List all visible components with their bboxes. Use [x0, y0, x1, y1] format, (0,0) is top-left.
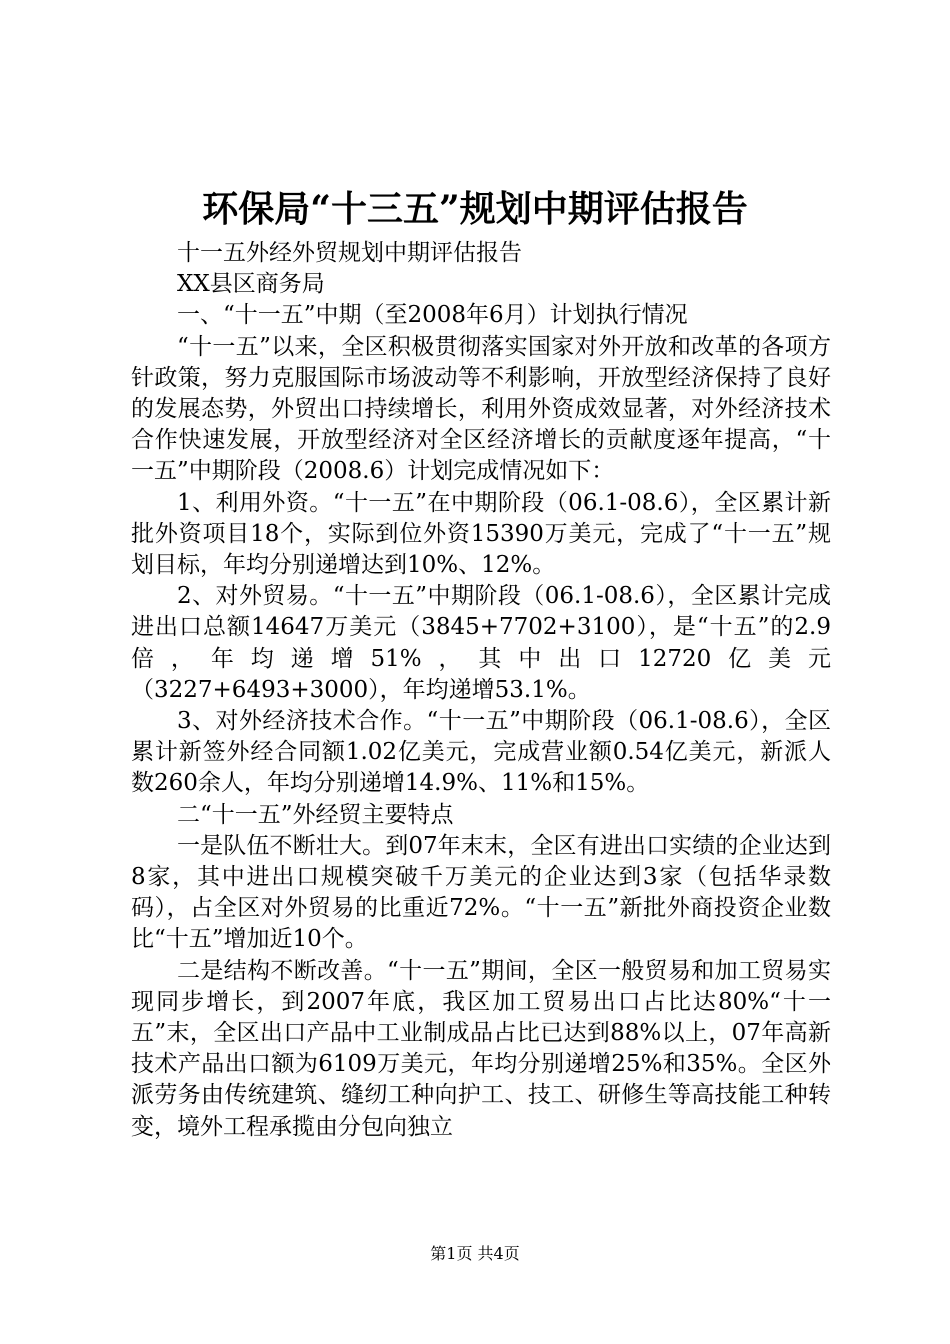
paragraph-author: XX县区商务局 — [177, 271, 325, 298]
paragraph: 2、对外贸易。“十一五”中期阶段（06.1-08.6），全区累计完成进出口总额14647万美元（3845+7702+3100），是“十五”的2.9倍，年均递增51%，其中出口12720亿美元（3227+6493+3000），年均递增53.1%。 — [131, 583, 831, 703]
section-heading-1: 一、“十一五”中期（至2008年6月）计划执行情况 — [177, 302, 688, 329]
document-title: 环保局“十三五”规划中期评估报告 — [202, 188, 748, 230]
paragraph: 3、对外经济技术合作。“十一五”中期阶段（06.1-08.6），全区累计新签外经合同额1.02亿美元，完成营业额0.54亿美元，新派人数260余人，年均分别递增14.9%、11%和15%。 — [131, 708, 831, 797]
page-footer: 第1页 共4页 — [430, 1244, 520, 1263]
paragraph: 一是队伍不断壮大。到07年末末，全区有进出口实绩的企业达到8家，其中进出口规模突破千万美元的企业达到3家（包括华录数码），占全区对外贸易的比重近72%。“十一五”新批外商投资企业数比“十五”增加近10个。 — [131, 832, 831, 953]
paragraph: “十一五”以来，全区积极贯彻落实国家对外开放和改革的各项方针政策，努力克服国际市场波动等不利影响，开放型经济保持了良好的发展态势，外贸出口持续增长，利用外资成效显著，对外经济技术合作快速发展，开放型经济对全区经济增长的贡献度逐年提高，“十一五”中期阶段（2008.6）计划完成情况如下： — [131, 333, 831, 485]
paragraph-subtitle: 十一五外经外贸规划中期评估报告 — [177, 240, 522, 266]
paragraph: 二是结构不断改善。“十一五”期间，全区一般贸易和加工贸易实现同步增长，到2007年底，我区加工贸易出口占比达80%“十一五”末，全区出口产品中工业制成品占比已达到88%以上，07年高新技术产品出口额为6109万美元，年均分别递增25%和35%。全区外派劳务由传统建筑、缝纫工种向护工、技工、研修生等高技能工种转变，境外工程承揽由分包向独立 — [131, 957, 831, 1140]
document-body — [131, 238, 831, 1143]
paragraph: 1、利用外资。“十一五”在中期阶段（06.1-08.6），全区累计新批外资项目18个，实际到位外资15390万美元，完成了“十一五”规划目标，年均分别递增达到10%、12%。 — [131, 489, 831, 579]
section-heading-2: 二“十一五”外经贸主要特点 — [177, 801, 454, 828]
